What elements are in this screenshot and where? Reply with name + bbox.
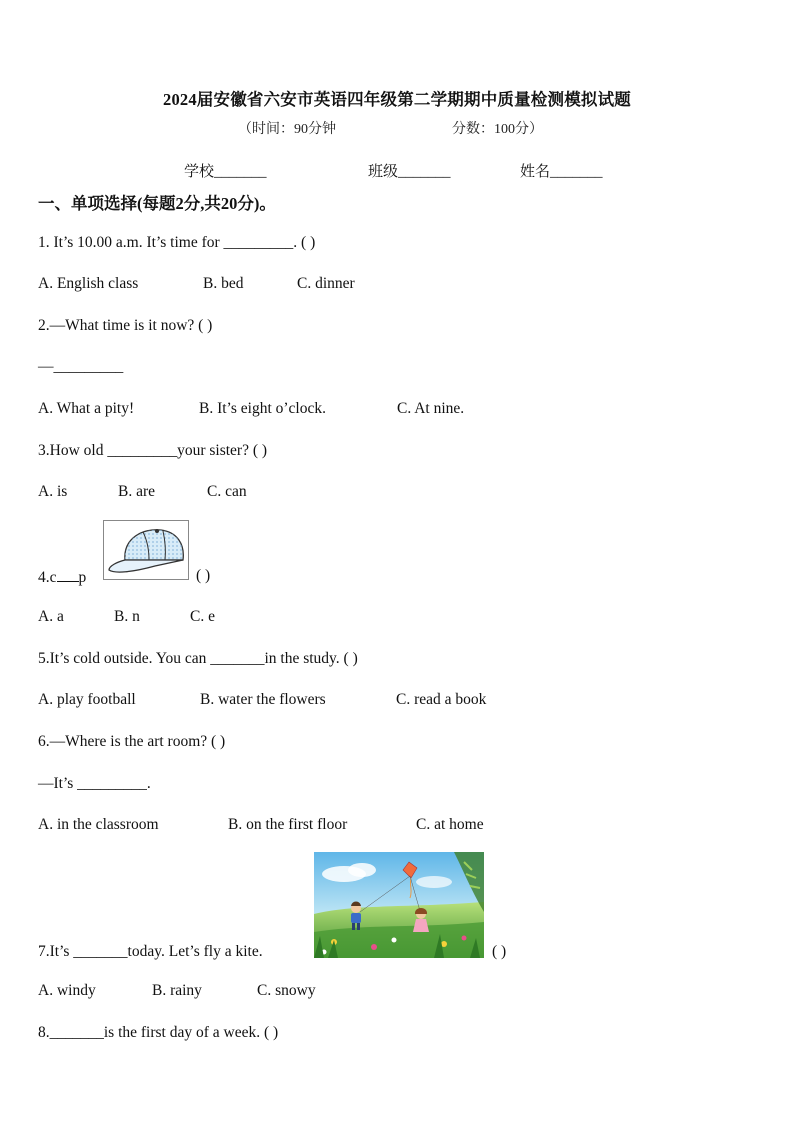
question-1: 1. It’s 10.00 a.m. It’s time for _________. ( ): [38, 234, 316, 251]
q6-option-c: C. at home: [416, 816, 484, 833]
q2-answer-line: —_________: [38, 358, 124, 375]
q5-option-b: B. water the flowers: [200, 691, 326, 708]
q4-blank: [57, 567, 79, 582]
school-field: 学校_______: [184, 164, 267, 180]
q4-option-b: B. n: [114, 608, 140, 625]
page-title: 2024届安徽省六安市英语四年级第二学期期中质量检测模拟试题: [163, 90, 631, 109]
q2-option-c: C. At nine.: [397, 400, 465, 417]
q6-option-b: B. on the first floor: [228, 816, 348, 833]
question-4: [38, 567, 86, 587]
q1-option-a: A. English class: [38, 275, 139, 292]
section-heading: 一、单项选择(每题2分,共20分)。: [38, 194, 276, 213]
q1-option-b: B. bed: [203, 275, 244, 292]
q3-option-a: A. is: [38, 483, 68, 500]
q3-option-c: C. can: [207, 483, 247, 500]
q3-option-b: B. are: [118, 483, 156, 500]
question-6: 6.—Where is the art room? ( ): [38, 733, 226, 750]
q4-stem-start: 4.c: [38, 569, 57, 586]
q4-option-c: C. e: [190, 608, 215, 625]
q2-option-a: A. What a pity!: [38, 400, 135, 417]
question-8: 8._______is the first day of a week. ( ): [38, 1024, 279, 1041]
q2-option-b: B. It’s eight o’clock.: [199, 400, 326, 417]
kite-flying-image: [314, 852, 484, 958]
class-field: 班级_______: [368, 164, 451, 180]
question-5: 5.It’s cold outside. You can _______in the study. ( ): [38, 650, 358, 667]
name-field: 姓名_______: [520, 164, 603, 180]
exam-score: 分数：100分）: [452, 122, 543, 137]
q4-option-a: A. a: [38, 608, 64, 625]
q7-option-a: A. windy: [38, 982, 96, 999]
q4-paren: ( ): [196, 567, 211, 584]
q4-stem-end: p: [78, 569, 87, 586]
q6-option-a: A. in the classroom: [38, 816, 159, 833]
q7-option-c: C. snowy: [257, 982, 316, 999]
q5-option-c: C. read a book: [396, 691, 487, 708]
q1-option-c: C. dinner: [297, 275, 355, 292]
q6-answer-line: —It’s _________.: [38, 775, 151, 792]
q7-paren: ( ): [492, 943, 507, 960]
question-3: 3.How old _________your sister? ( ): [38, 442, 268, 459]
exam-time: （时间：90分钟: [238, 122, 336, 137]
question-2: 2.—What time is it now? ( ): [38, 317, 213, 334]
q5-option-a: A. play football: [38, 691, 136, 708]
cap-image: [103, 520, 189, 580]
q7-option-b: B. rainy: [152, 982, 202, 999]
question-7: 7.It’s _______today. Let’s fly a kite.: [38, 943, 263, 960]
